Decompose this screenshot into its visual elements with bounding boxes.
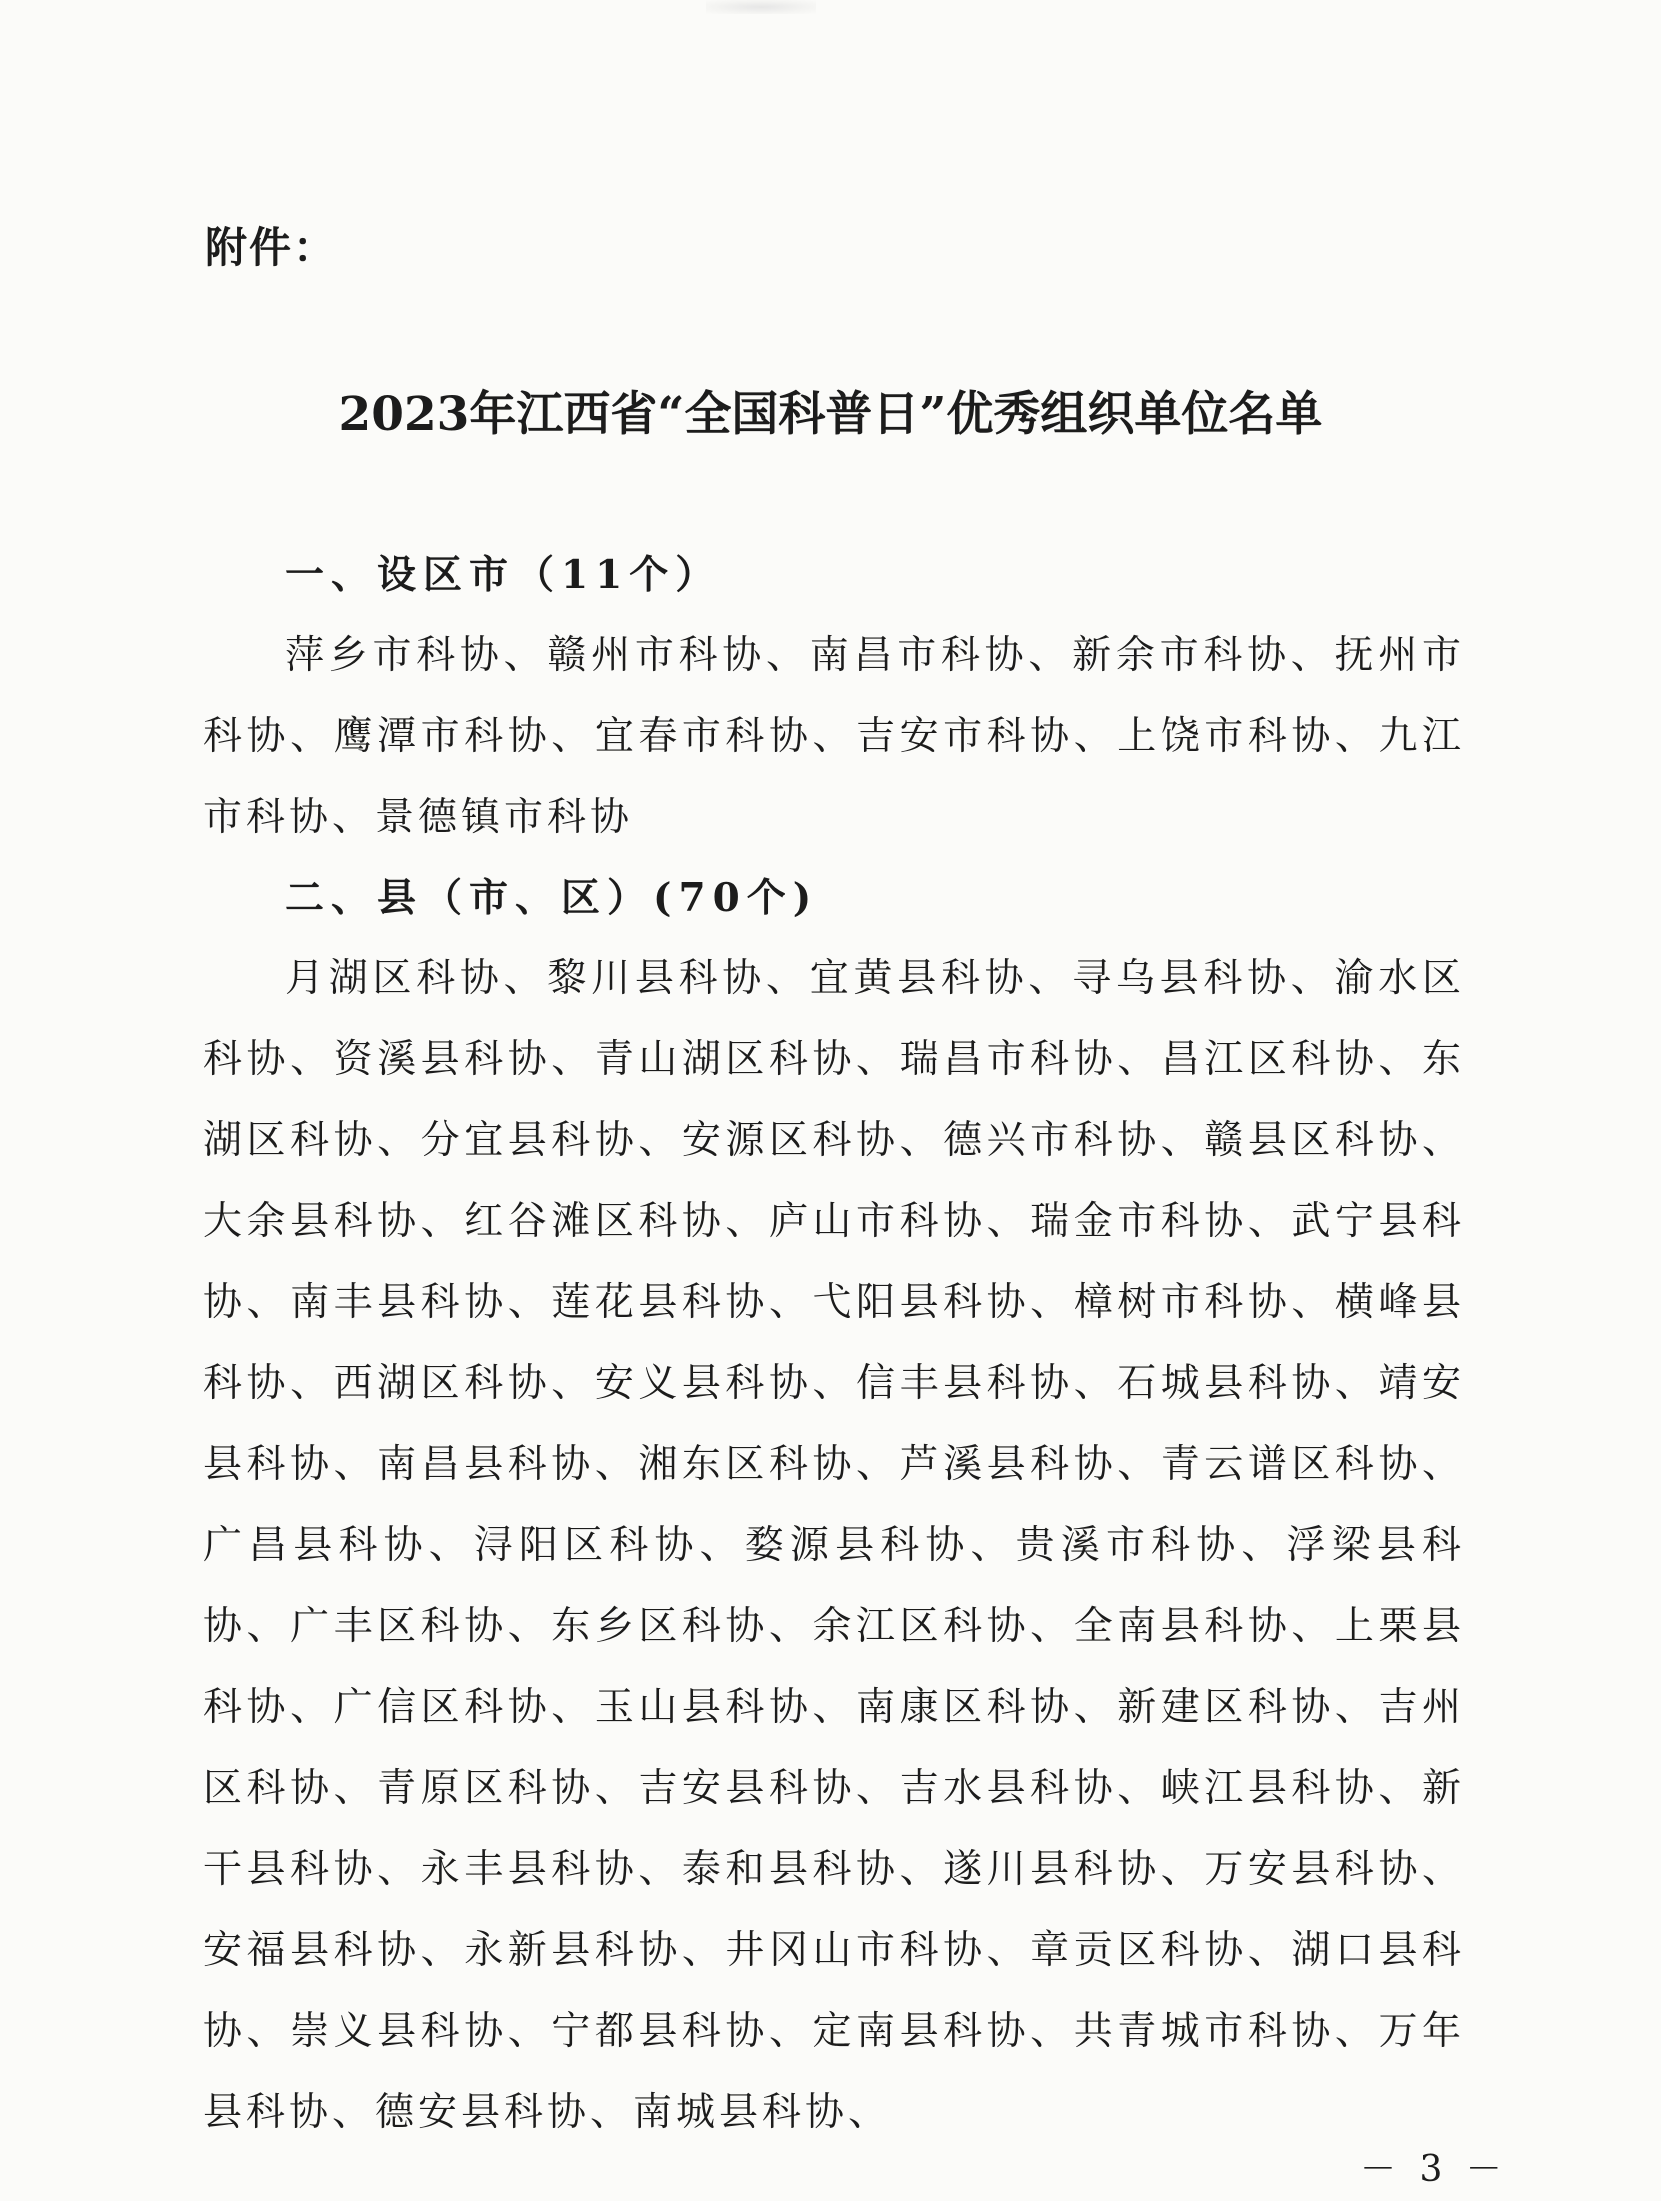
section-body-cities: 萍乡市科协、赣州市科协、南昌市科协、新余市科协、抚州市科协、鹰潭市科协、宜春市科协、吉安市科协、上饶市科协、九江市科协、景德镇市科协: [203, 633, 1465, 840]
scan-artifact: [706, 0, 816, 14]
page-number: － 3 －: [1360, 2149, 1508, 2190]
section-body-counties: 月湖区科协、黎川县科协、宜黄县科协、寻乌县科协、渝水区科协、资溪县科协、青山湖区科协、瑞昌市科协、昌江区科协、东湖区科协、分宜县科协、安源区科协、德兴市科协、赣县区科协、大余县科协、红谷滩区科协、庐山市科协、瑞金市科协、武宁县科协、南丰县科协、莲花县科协、弋阳县科协、樟树市科协、横峰县科协、西湖区科协、安义县科协、信丰县科协、石城县科协、靖安县科协、南昌县科协、湘东区科协、芦溪县科协、青云谱区科协、广昌县科协、浔阳区科协、婺源县科协、贵溪市科协、浮梁县科协、广丰区科协、东乡区科协、余江区科协、全南县科协、上栗县科协、广信区科协、玉山县科协、南康区科协、新建区科协、吉州区科协、青原区科协、吉安县科协、吉水县科协、峡江县科协、新干县科协、永丰县科协、泰和县科协、遂川县科协、万安县科协、安福县科协、永新县科协、井冈山市科协、章贡区科协、湖口县科协、崇义县科协、宁都县科协、定南县科协、共青城市科协、万年县科协、德安县科协、南城县科协、: [203, 956, 1465, 2135]
section-heading-cities: 一、设区市（11个）: [285, 552, 722, 598]
section-heading-counties: 二、县（市、区）(70个): [285, 875, 819, 921]
document-title: 2023年江西省“全国科普日”优秀组织单位名单: [338, 387, 1323, 442]
attachment-label: 附件：: [205, 223, 338, 272]
